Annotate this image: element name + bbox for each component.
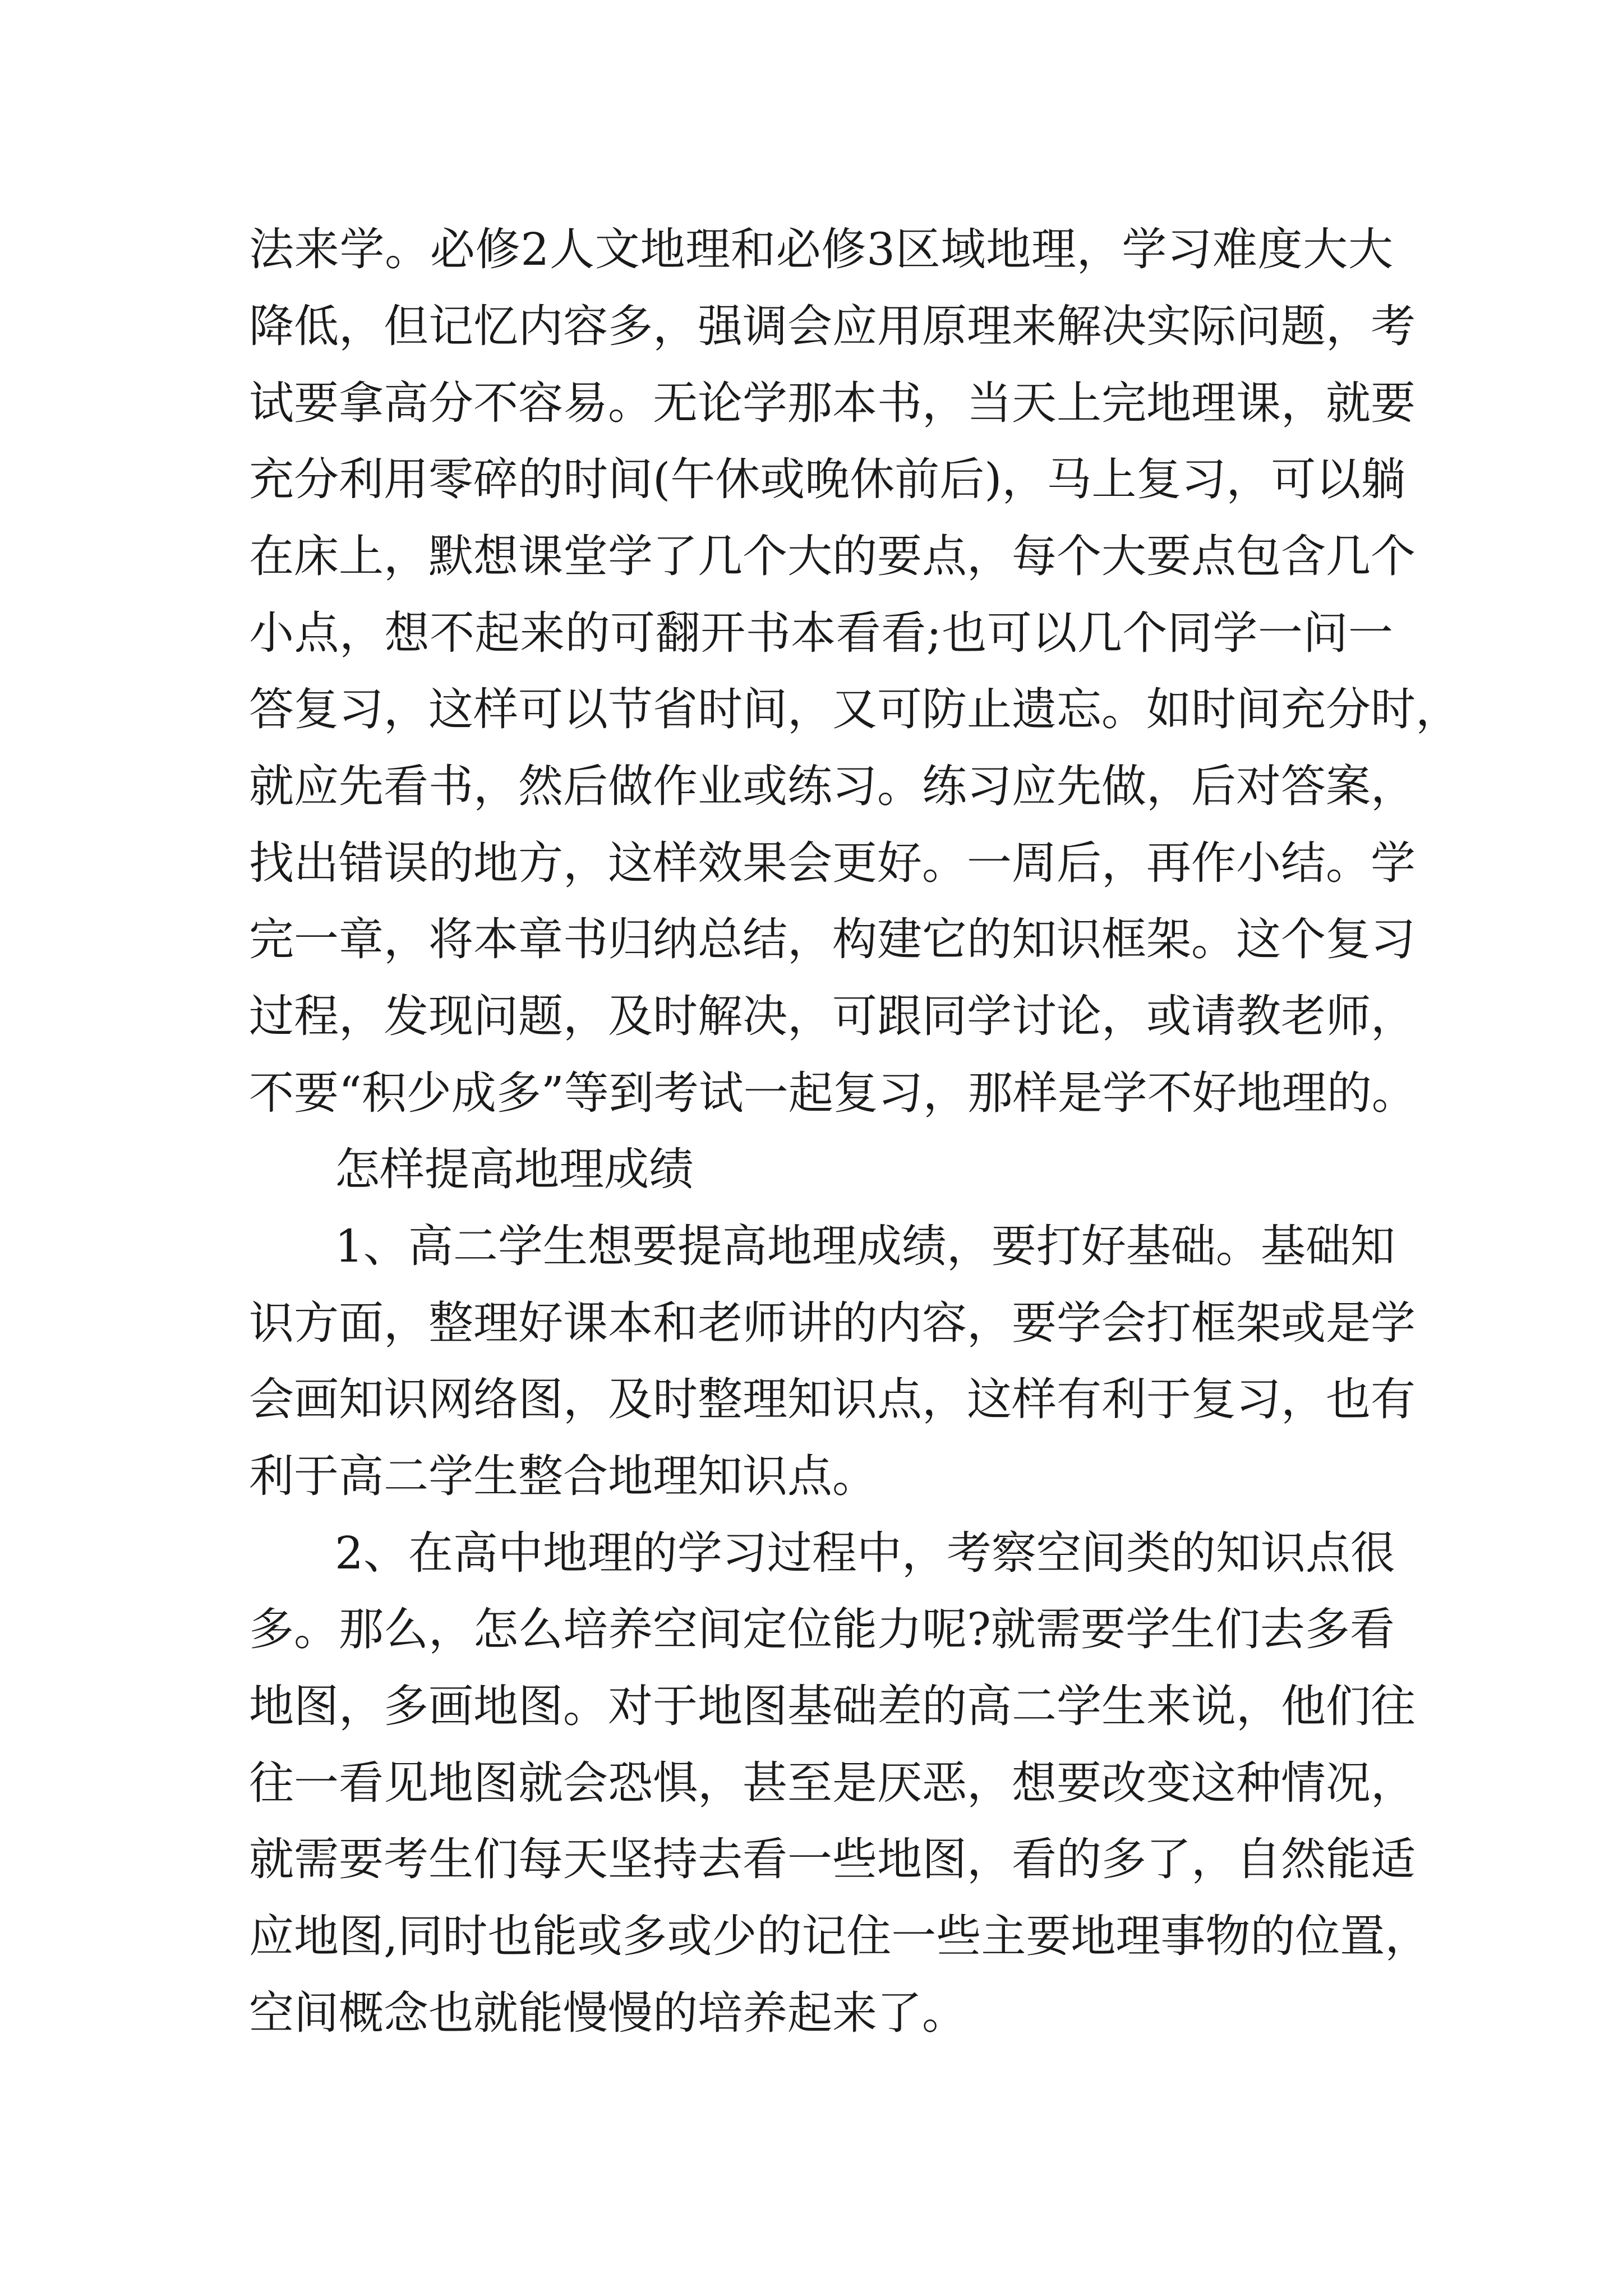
text-line: 应地图,同时也能或多或少的记住一些主要地理事物的位置， [249,1910,1430,1962]
text-line: 地图，多画地图。对于地图基础差的高二学生来说，他们往 [249,1680,1415,1732]
text-line: 往一看见地图就会恐惧，甚至是厌恶，想要改变这种情况， [249,1757,1415,1809]
text-line: 找出错误的地方，这样效果会更好。一周后，再作小结。学 [249,837,1415,889]
text-line: 在床上，默想课堂学了几个大的要点，每个大要点包含几个 [249,530,1415,582]
text-line: 多。那么，怎么培养空间定位能力呢?就需要学生们去多看 [249,1603,1395,1655]
section-heading: 怎样提高地理成绩 [335,1143,694,1195]
text-line: 完一章，将本章书归纳总结，构建它的知识框架。这个复习 [249,913,1415,965]
text-line: 会画知识网络图，及时整理知识点，这样有利于复习，也有 [249,1373,1415,1425]
text-line: 小点，想不起来的可翻开书本看看;也可以几个同学一问一 [249,607,1393,659]
text-line: 法来学。必修2人文地理和必修3区域地理，学习难度大大 [249,223,1393,275]
text-line: 充分利用零碎的时间(午休或晚休前后)，马上复习，可以躺 [249,453,1406,505]
text-line: 就需要考生们每天坚持去看一些地图，看的多了，自然能适 [249,1833,1415,1885]
text-line: 2、在高中地理的学习过程中，考察空间类的知识点很 [335,1527,1395,1579]
text-line: 1、高二学生想要提高地理成绩，要打好基础。基础知 [335,1220,1395,1272]
text-line: 不要“积少成多”等到考试一起复习，那样是学不好地理的。 [249,1067,1417,1119]
text-line: 过程，发现问题，及时解决，可跟同学讨论，或请教老师， [249,990,1415,1042]
text-line: 答复习，这样可以节省时间，又可防止遗忘。如时间充分时， [249,683,1460,735]
text-line: 降低，但记忆内容多，强调会应用原理来解决实际问题，考 [249,300,1415,352]
text-line: 就应先看书，然后做作业或练习。练习应先做，后对答案， [249,760,1415,812]
text-line: 试要拿高分不容易。无论学那本书，当天上完地理课，就要 [249,377,1415,429]
text-line: 利于高二学生整合地理知识点。 [249,1450,877,1502]
text-line: 识方面，整理好课本和老师讲的内容，要学会打框架或是学 [249,1297,1415,1349]
text-line: 空间概念也就能慢慢的培养起来了。 [249,1987,967,2039]
